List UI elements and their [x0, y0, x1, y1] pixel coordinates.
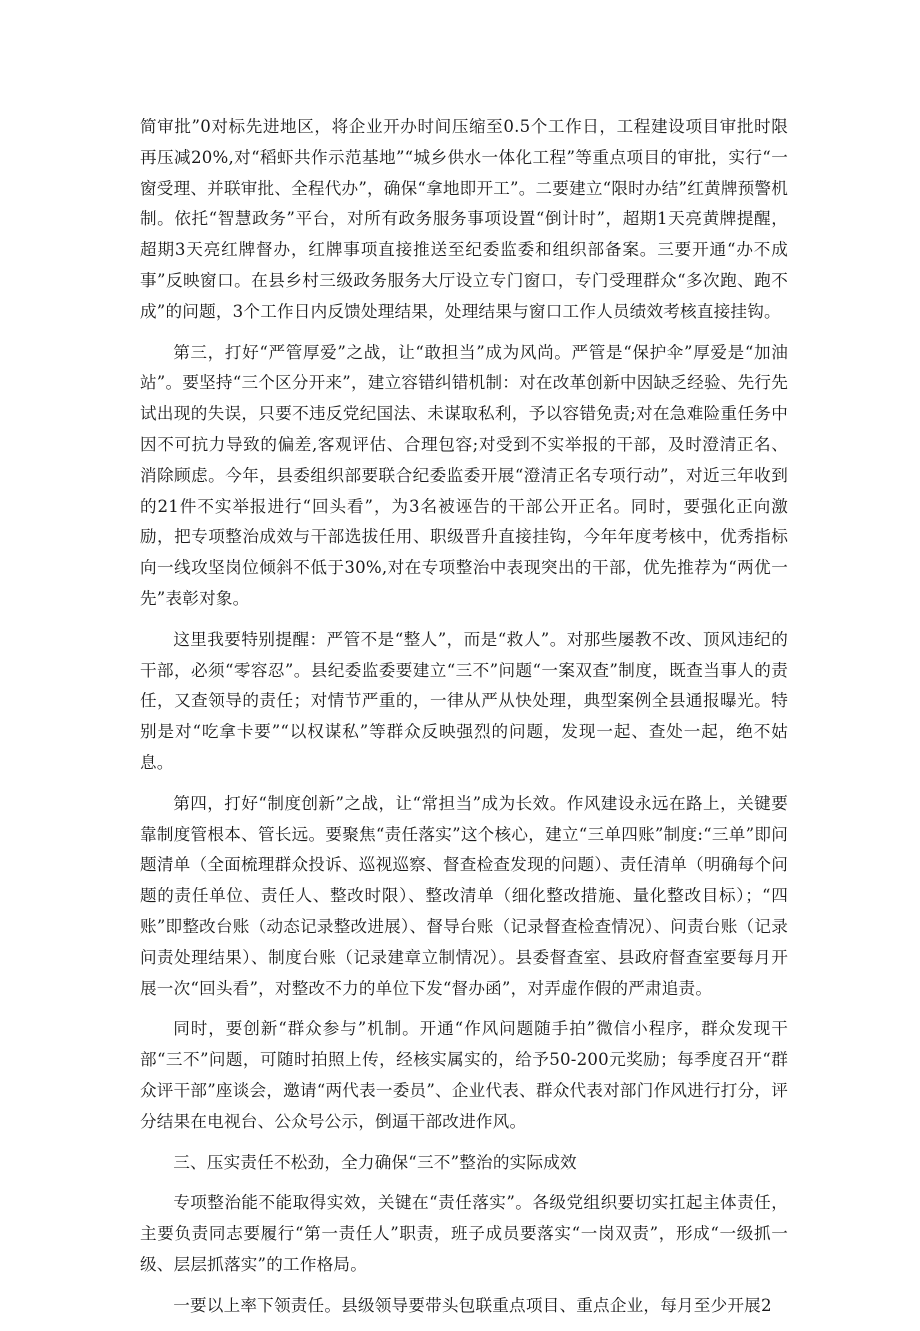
document-body	[140, 112, 788, 1331]
section-heading: 三、压实责任不松劲，全力确保“三不”整治的实际成效	[173, 1152, 577, 1172]
paragraph-1: 简审批”0对标先进地区，将企业开办时间压缩至0.5个工作日，工程建设项目审批时限再压减20%,对“稻虾共作示范基地”“城乡供水一体化工程”等重点项目的审批，实行“一窗受理、并联审批、全程代办”，确保“拿地即开工”。二要建立“限时办结”红黄牌预警机制。依托“智慧政务”平台，对所有政务服务事项设置“倒计时”，超期1天亮黄牌提醒，超期3天亮红牌督办，红牌事项直接推送至纪委监委和组织部备案。三要开通“办不成事”反映窗口。在县乡村三级政务服务大厅设立专门窗口，专门受理群众“多次跑、跑不成”的问题，3个工作日内反馈处理结果，处理结果与窗口工作人员绩效考核直接挂钩。	[140, 117, 788, 321]
paragraph-5: 同时，要创新“群众参与”机制。开通“作风问题随手拍”微信小程序，群众发现干部“三不”问题，可随时拍照上传，经核实属实的，给予50-200元奖励；每季度召开“群众评干部”座谈会，邀请“两代表一委员”、企业代表、群众代表对部门作风进行打分，评分结果在电视台、公众号公示，倒逼干部改进作风。	[140, 1019, 788, 1131]
paragraph-4: 第四，打好“制度创新”之战，让“常担当”成为长效。作风建设永远在路上，关键要靠制度管根本、管长远。要聚焦“责任落实”这个核心，建立“三单四账”制度:“三单”即问题清单（全面梳理群众投诉、巡视巡察、督查检查发现的问题）、责任清单（明确每个问题的责任单位、责任人、整改时限）、整改清单（细化整改措施、量化整改目标）；“四账”即整改台账（动态记录整改进展）、督导台账（记录督查检查情况）、问责台账（记录问责处理结果）、制度台账（记录建章立制情况）。县委督查室、县政府督查室要每月开展一次“回头看”，对整改不力的单位下发“督办函”，对弄虚作假的严肃追责。	[140, 793, 788, 998]
paragraph-3: 这里我要特别提醒：严管不是“整人”，而是“救人”。对那些屡教不改、顶风违纪的干部，必须“零容忍”。县纪委监委要建立“三不”问题“一案双查”制度，既查当事人的责任，又查领导的责任；对情节严重的，一律从严从快处理，典型案例全县通报曝光。特别是对“吃拿卡要”“以权谋私”等群众反映强烈的问题，发现一起、查处一起，绝不姑息。	[140, 629, 788, 772]
paragraph-6: 专项整治能不能取得实效，关键在“责任落实”。各级党组织要切实扛起主体责任，主要负责同志要履行“第一责任人”职责，班子成员要落实“一岗双责”，形成“一级抓一级、层层抓落实”的工作格局。	[140, 1193, 788, 1274]
paragraph-2: 第三，打好“严管厚爱”之战，让“敢担当”成为风尚。严管是“保护伞”厚爱是“加油站”。要坚持“三个区分开来”，建立容错纠错机制：对在改革创新中因缺乏经验、先行先试出现的失误，只要不违反党纪国法、未谋取私利，予以容错免责;对在急难险重任务中因不可抗力导致的偏差,客观评估、合理包容;对受到不实举报的干部，及时澄清正名、消除顾虑。今年，县委组织部要联合纪委监委开展“澄清正名专项行动”，对近三年收到的21件不实举报进行“回头看”，为3名被诬告的干部公开正名。同时，要强化正向激励，把专项整治成效与干部选拔任用、职级晋升直接挂钩，今年年度考核中，优秀指标向一线攻坚岗位倾斜不低于30%,对在专项整治中表现突出的干部，优先推荐为“两优一先”表彰对象。	[140, 342, 788, 608]
paragraph-7: 一要以上率下领责任。县级领导要带头包联重点项目、重点企业，每月至少开展2	[173, 1295, 772, 1315]
